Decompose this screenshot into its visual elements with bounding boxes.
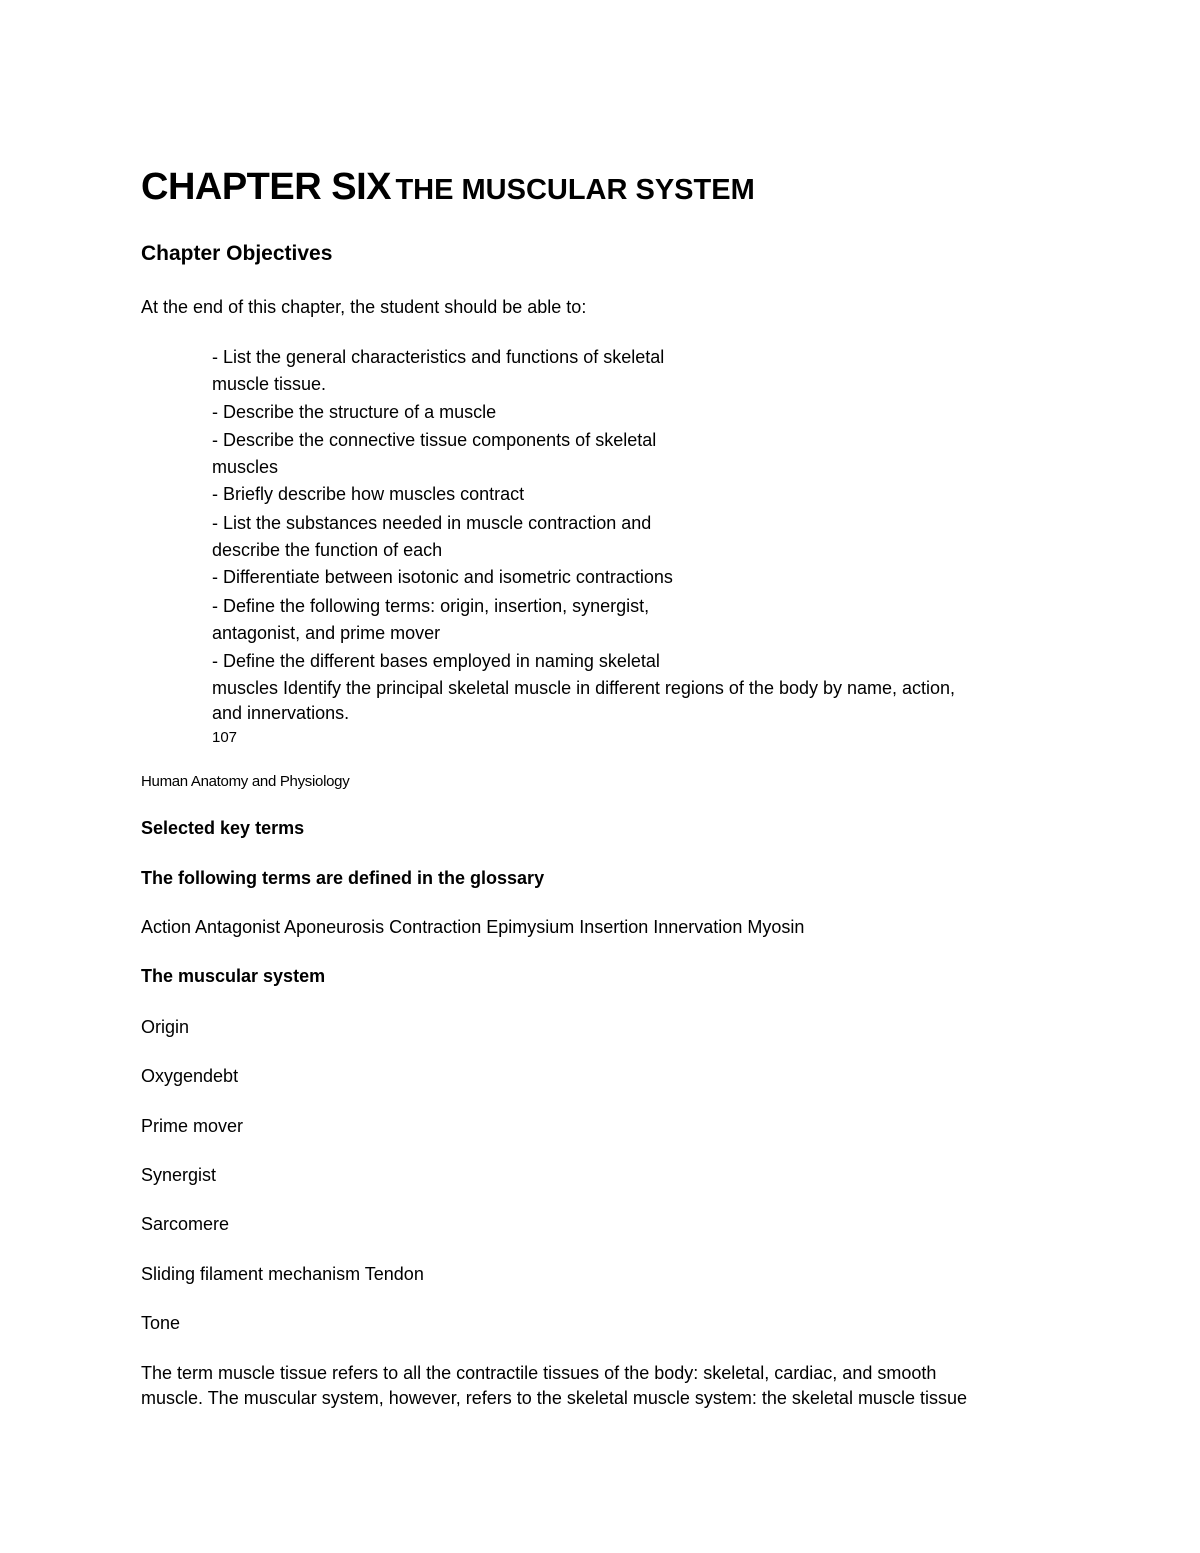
key-term: Oxygendebt (141, 1066, 239, 1086)
objectives-intro: At the end of this chapter, the student should be able to: (141, 297, 587, 317)
paragraph-line: muscle. The muscular system, however, refers to the skeletal muscle system: the skeletal muscle tissue (141, 1388, 967, 1408)
key-term: Tone (141, 1313, 181, 1333)
objective-line: - Describe the connective tissue components of skeletal (212, 430, 657, 450)
chapter-title (141, 166, 755, 209)
objective-line: muscles (212, 457, 279, 477)
running-title: Human Anatomy and Physiology (141, 773, 350, 790)
objective-line: - Briefly describe how muscles contract (212, 484, 525, 504)
objective-line: - Describe the structure of a muscle (212, 402, 497, 422)
objective-line: and innervations. (212, 703, 350, 723)
glossary-subheading: The following terms are defined in the glossary (141, 868, 545, 888)
objective-line: muscle tissue. (212, 374, 327, 394)
objective-line: describe the function of each (212, 540, 443, 560)
objective-line: muscles Identify the principal skeletal muscle in different regions of the body by name, action, (212, 678, 956, 698)
chapter-subject: THE MUSCULAR SYSTEM (395, 174, 755, 206)
page-number: 107 (212, 729, 238, 746)
key-terms-heading: Selected key terms (141, 818, 305, 838)
objectives-heading: Chapter Objectives (141, 242, 333, 265)
muscular-system-heading: The muscular system (141, 966, 326, 986)
key-terms-list: Action Antagonist Aponeurosis Contraction Epimysium Insertion Innervation Myosin (141, 917, 805, 937)
chapter-label: CHAPTER SIX (141, 166, 391, 208)
objective-line: - List the general characteristics and functions of skeletal (212, 347, 665, 367)
objective-line: antagonist, and prime mover (212, 623, 441, 643)
key-term: Prime mover (141, 1116, 244, 1136)
key-term: Origin (141, 1017, 190, 1037)
objective-line: - List the substances needed in muscle contraction and (212, 513, 652, 533)
objective-line: - Define the different bases employed in naming skeletal (212, 651, 660, 671)
objective-line: - Differentiate between isotonic and isometric contractions (212, 567, 673, 587)
key-term: Sarcomere (141, 1214, 230, 1234)
objective-line: - Define the following terms: origin, insertion, synergist, (212, 596, 650, 616)
paragraph-line: The term muscle tissue refers to all the contractile tissues of the body: skeletal, cardiac, and smooth (141, 1363, 937, 1383)
key-term: Synergist (141, 1165, 217, 1185)
key-term: Sliding filament mechanism Tendon (141, 1264, 424, 1284)
